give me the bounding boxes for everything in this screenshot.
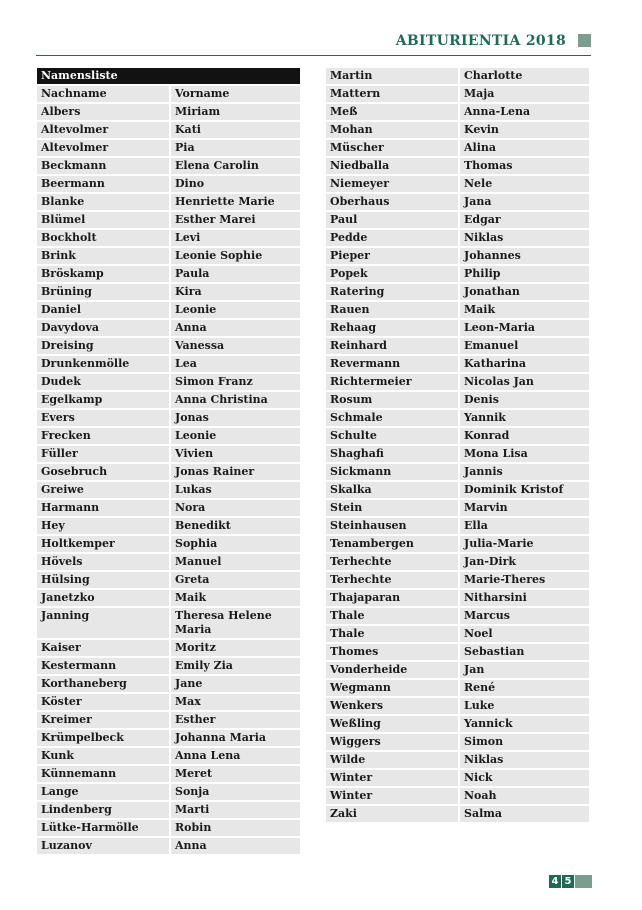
firstname-cell: Nele	[460, 176, 589, 192]
table-row	[37, 194, 300, 210]
surname-cell: Stein	[326, 500, 458, 516]
firstname-cell: Yannik	[460, 410, 589, 426]
firstname-cell: Anna	[171, 838, 300, 854]
surname-cell: Janning	[37, 608, 169, 638]
table-row	[37, 658, 300, 674]
table-row	[37, 176, 300, 192]
table-row	[326, 662, 589, 678]
firstname-cell: Nora	[171, 500, 300, 516]
firstname-cell: Alina	[460, 140, 589, 156]
surname-cell: Brink	[37, 248, 169, 264]
firstname-cell: Marcus	[460, 608, 589, 624]
table-row	[37, 410, 300, 426]
table-row	[37, 536, 300, 552]
surname-cell: Evers	[37, 410, 169, 426]
table-row	[326, 482, 589, 498]
surname-cell: Bockholt	[37, 230, 169, 246]
firstname-cell: Nitharsini	[460, 590, 589, 606]
surname-cell: Pieper	[326, 248, 458, 264]
table-row	[37, 338, 300, 354]
firstname-cell: Paula	[171, 266, 300, 282]
surname-cell: Thale	[326, 608, 458, 624]
firstname-cell: Dino	[171, 176, 300, 192]
surname-cell: Paul	[326, 212, 458, 228]
firstname-cell: Maik	[460, 302, 589, 318]
firstname-cell: Konrad	[460, 428, 589, 444]
firstname-cell: Jonathan	[460, 284, 589, 300]
surname-cell: Janetzko	[37, 590, 169, 606]
surname-cell: Köster	[37, 694, 169, 710]
table-row	[326, 104, 589, 120]
surname-cell: Thajaparan	[326, 590, 458, 606]
firstname-cell: Simon Franz	[171, 374, 300, 390]
surname-cell: Popek	[326, 266, 458, 282]
firstname-cell: Marvin	[460, 500, 589, 516]
firstname-cell: Nick	[460, 770, 589, 786]
table-row	[326, 608, 589, 624]
firstname-cell: Dominik Kristof	[460, 482, 589, 498]
firstname-cell: Philip	[460, 266, 589, 282]
surname-cell: Kestermann	[37, 658, 169, 674]
firstname-cell: Edgar	[460, 212, 589, 228]
surname-cell: Lindenberg	[37, 802, 169, 818]
name-list-title: Namensliste	[37, 68, 300, 84]
surname-cell: Niedballa	[326, 158, 458, 174]
firstname-cell: Anna Christina	[171, 392, 300, 408]
table-row	[37, 104, 300, 120]
firstname-cell: Julia-Marie	[460, 536, 589, 552]
table-row	[37, 820, 300, 836]
surname-cell: Künnemann	[37, 766, 169, 782]
table-row	[326, 140, 589, 156]
page-number-ornament	[575, 875, 592, 888]
name-list-right-column	[326, 68, 589, 824]
table-row	[326, 428, 589, 444]
surname-cell: Reinhard	[326, 338, 458, 354]
firstname-cell: Nicolas Jan	[460, 374, 589, 390]
firstname-cell: Marie-Theres	[460, 572, 589, 588]
table-row	[326, 230, 589, 246]
firstname-cell: Niklas	[460, 752, 589, 768]
firstname-cell: Max	[171, 694, 300, 710]
table-row	[37, 230, 300, 246]
table-row	[37, 590, 300, 606]
surname-cell: Mattern	[326, 86, 458, 102]
table-row	[37, 428, 300, 444]
firstname-cell: Thomas	[460, 158, 589, 174]
table-row	[326, 68, 589, 84]
table-row	[326, 644, 589, 660]
firstname-cell: Vanessa	[171, 338, 300, 354]
surname-cell: Thale	[326, 626, 458, 642]
surname-cell: Dudek	[37, 374, 169, 390]
surname-cell: Lange	[37, 784, 169, 800]
surname-cell: Revermann	[326, 356, 458, 372]
firstname-cell: Robin	[171, 820, 300, 836]
table-row	[37, 518, 300, 534]
table-row	[37, 464, 300, 480]
table-row	[326, 698, 589, 714]
page-number-left: 4	[549, 875, 561, 888]
firstname-cell: Jannis	[460, 464, 589, 480]
table-row	[326, 284, 589, 300]
header-divider	[36, 55, 591, 56]
table-row	[326, 122, 589, 138]
surname-cell: Terhechte	[326, 572, 458, 588]
firstname-cell: René	[460, 680, 589, 696]
table-row	[37, 572, 300, 588]
firstname-cell: Charlotte	[460, 68, 589, 84]
surname-cell: Tenambergen	[326, 536, 458, 552]
surname-cell: Wenkers	[326, 698, 458, 714]
surname-cell: Krümpelbeck	[37, 730, 169, 746]
surname-cell: Rosum	[326, 392, 458, 408]
surname-cell: Shaghafi	[326, 446, 458, 462]
firstname-cell: Katharina	[460, 356, 589, 372]
surname-cell: Harmann	[37, 500, 169, 516]
firstname-cell: Jana	[460, 194, 589, 210]
table-row	[37, 356, 300, 372]
table-row	[37, 784, 300, 800]
surname-cell: Holtkemper	[37, 536, 169, 552]
table-row	[326, 500, 589, 516]
surname-cell: Bröskamp	[37, 266, 169, 282]
firstname-cell: Anna-Lena	[460, 104, 589, 120]
surname-cell: Gosebruch	[37, 464, 169, 480]
surname-cell: Dreising	[37, 338, 169, 354]
firstname-cell: Sebastian	[460, 644, 589, 660]
surname-cell: Steinhausen	[326, 518, 458, 534]
table-row	[37, 392, 300, 408]
surname-cell: Frecken	[37, 428, 169, 444]
surname-cell: Daniel	[37, 302, 169, 318]
surname-cell: Altevolmer	[37, 122, 169, 138]
page-numbers	[549, 875, 593, 888]
table-row	[326, 212, 589, 228]
firstname-cell: Jonas Rainer	[171, 464, 300, 480]
firstname-cell: Leonie Sophie	[171, 248, 300, 264]
surname-cell: Beermann	[37, 176, 169, 192]
firstname-cell: Leon-Maria	[460, 320, 589, 336]
firstname-cell: Esther	[171, 712, 300, 728]
table-row	[326, 626, 589, 642]
firstname-cell: Johanna Maria	[171, 730, 300, 746]
table-row	[326, 86, 589, 102]
table-row	[37, 694, 300, 710]
firstname-cell: Denis	[460, 392, 589, 408]
surname-cell: Wilde	[326, 752, 458, 768]
firstname-cell: Kira	[171, 284, 300, 300]
surname-cell: Rehaag	[326, 320, 458, 336]
table-row	[37, 802, 300, 818]
table-row	[37, 266, 300, 282]
firstname-cell: Vivien	[171, 446, 300, 462]
page-number-right: 5	[562, 875, 574, 888]
table-row	[326, 248, 589, 264]
surname-cell: Mohan	[326, 122, 458, 138]
firstname-cell: Leonie	[171, 302, 300, 318]
firstname-cell: Sonja	[171, 784, 300, 800]
table-row	[326, 464, 589, 480]
firstname-cell: Marti	[171, 802, 300, 818]
table-row	[326, 518, 589, 534]
firstname-cell: Manuel	[171, 554, 300, 570]
table-row	[37, 302, 300, 318]
firstname-cell: Anna Lena	[171, 748, 300, 764]
firstname-cell: Sophia	[171, 536, 300, 552]
firstname-cell: Greta	[171, 572, 300, 588]
surname-cell: Skalka	[326, 482, 458, 498]
firstname-cell: Noah	[460, 788, 589, 804]
surname-cell: Zaki	[326, 806, 458, 822]
table-row	[326, 158, 589, 174]
firstname-cell: Esther Marei	[171, 212, 300, 228]
table-row	[37, 320, 300, 336]
firstname-cell: Anna	[171, 320, 300, 336]
table-row	[37, 712, 300, 728]
table-row	[37, 212, 300, 228]
firstname-cell: Theresa Helene Maria	[171, 608, 300, 638]
table-row	[326, 788, 589, 804]
firstname-cell: Johannes	[460, 248, 589, 264]
table-row	[326, 446, 589, 462]
surname-cell: Schmale	[326, 410, 458, 426]
table-row	[326, 734, 589, 750]
firstname-cell: Maik	[171, 590, 300, 606]
table-row	[37, 446, 300, 462]
surname-cell: Thomes	[326, 644, 458, 660]
table-row	[326, 752, 589, 768]
firstname-cell: Kevin	[460, 122, 589, 138]
table-row	[326, 572, 589, 588]
name-list-left-rows	[37, 86, 300, 854]
surname-cell: Ratering	[326, 284, 458, 300]
firstname-cell: Luke	[460, 698, 589, 714]
surname-cell: Kunk	[37, 748, 169, 764]
table-row	[37, 554, 300, 570]
firstname-cell: Moritz	[171, 640, 300, 656]
table-row	[326, 266, 589, 282]
firstname-cell: Miriam	[171, 104, 300, 120]
firstname-cell: Niklas	[460, 230, 589, 246]
firstname-cell: Lea	[171, 356, 300, 372]
table-row	[37, 158, 300, 174]
table-row	[37, 122, 300, 138]
firstname-cell: Noel	[460, 626, 589, 642]
firstname-cell: Emanuel	[460, 338, 589, 354]
table-row	[326, 410, 589, 426]
surname-cell: Niemeyer	[326, 176, 458, 192]
surname-cell: Rauen	[326, 302, 458, 318]
table-row	[326, 392, 589, 408]
table-row	[326, 590, 589, 606]
surname-cell: Hey	[37, 518, 169, 534]
table-row	[37, 730, 300, 746]
firstname-cell: Lukas	[171, 482, 300, 498]
table-row	[326, 554, 589, 570]
surname-cell: Davydova	[37, 320, 169, 336]
firstname-cell: Maja	[460, 86, 589, 102]
surname-cell: Schulte	[326, 428, 458, 444]
name-list-left-column	[37, 68, 300, 856]
surname-cell: Greiwe	[37, 482, 169, 498]
surname-cell: Richtermeier	[326, 374, 458, 390]
table-row	[37, 374, 300, 390]
column-header-nachname: Nachname	[37, 86, 169, 102]
table-row	[37, 766, 300, 782]
surname-cell: Hövels	[37, 554, 169, 570]
table-row	[37, 838, 300, 854]
surname-cell: Wiggers	[326, 734, 458, 750]
page-header-title: ABITURIENTIA 2018	[395, 33, 566, 49]
firstname-cell: Mona Lisa	[460, 446, 589, 462]
firstname-cell: Simon	[460, 734, 589, 750]
table-row	[326, 374, 589, 390]
firstname-cell: Yannick	[460, 716, 589, 732]
surname-cell: Müscher	[326, 140, 458, 156]
table-row	[326, 806, 589, 822]
surname-cell: Sickmann	[326, 464, 458, 480]
firstname-cell: Elena Carolin	[171, 158, 300, 174]
table-row	[326, 680, 589, 696]
surname-cell: Brüning	[37, 284, 169, 300]
surname-cell: Luzanov	[37, 838, 169, 854]
surname-cell: Hülsing	[37, 572, 169, 588]
firstname-cell: Emily Zia	[171, 658, 300, 674]
surname-cell: Oberhaus	[326, 194, 458, 210]
table-row	[37, 86, 300, 102]
firstname-cell: Jan	[460, 662, 589, 678]
surname-cell: Lütke-Harmölle	[37, 820, 169, 836]
surname-cell: Füller	[37, 446, 169, 462]
table-row	[37, 482, 300, 498]
table-row	[326, 194, 589, 210]
surname-cell: Egelkamp	[37, 392, 169, 408]
table-row	[37, 748, 300, 764]
table-row	[37, 608, 300, 638]
firstname-cell: Salma	[460, 806, 589, 822]
table-row	[326, 176, 589, 192]
table-row	[326, 338, 589, 354]
firstname-cell: Henriette Marie	[171, 194, 300, 210]
surname-cell: Winter	[326, 770, 458, 786]
firstname-cell: Levi	[171, 230, 300, 246]
surname-cell: Kreimer	[37, 712, 169, 728]
surname-cell: Weßling	[326, 716, 458, 732]
surname-cell: Blümel	[37, 212, 169, 228]
column-header-vorname: Vorname	[171, 86, 300, 102]
header-square-ornament	[578, 34, 591, 47]
table-row	[37, 640, 300, 656]
table-row	[37, 140, 300, 156]
table-row	[37, 248, 300, 264]
surname-cell: Vonderheide	[326, 662, 458, 678]
table-row	[326, 302, 589, 318]
surname-cell: Pedde	[326, 230, 458, 246]
table-row	[326, 320, 589, 336]
table-row	[326, 536, 589, 552]
table-row	[37, 500, 300, 516]
surname-cell: Beckmann	[37, 158, 169, 174]
surname-cell: Korthaneberg	[37, 676, 169, 692]
surname-cell: Meß	[326, 104, 458, 120]
surname-cell: Kaiser	[37, 640, 169, 656]
firstname-cell: Pia	[171, 140, 300, 156]
table-row	[326, 770, 589, 786]
firstname-cell: Leonie	[171, 428, 300, 444]
name-list-right-rows	[326, 68, 589, 822]
table-row	[326, 356, 589, 372]
firstname-cell: Ella	[460, 518, 589, 534]
surname-cell: Martin	[326, 68, 458, 84]
surname-cell: Winter	[326, 788, 458, 804]
firstname-cell: Meret	[171, 766, 300, 782]
firstname-cell: Jonas	[171, 410, 300, 426]
surname-cell: Drunkenmölle	[37, 356, 169, 372]
surname-cell: Blanke	[37, 194, 169, 210]
table-row	[37, 284, 300, 300]
firstname-cell: Jane	[171, 676, 300, 692]
firstname-cell: Benedikt	[171, 518, 300, 534]
surname-cell: Altevolmer	[37, 140, 169, 156]
firstname-cell: Jan-Dirk	[460, 554, 589, 570]
table-row	[37, 676, 300, 692]
firstname-cell: Kati	[171, 122, 300, 138]
surname-cell: Albers	[37, 104, 169, 120]
surname-cell: Terhechte	[326, 554, 458, 570]
table-row	[326, 716, 589, 732]
surname-cell: Wegmann	[326, 680, 458, 696]
